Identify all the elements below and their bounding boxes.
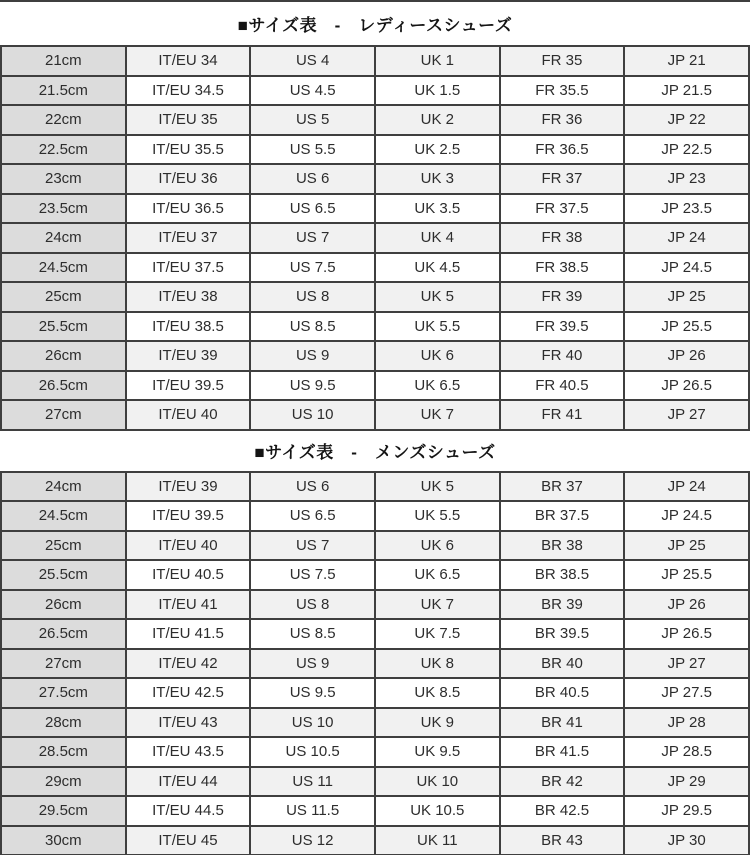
size-value-cell: UK 1 xyxy=(374,45,499,75)
size-cm-cell: 25.5cm xyxy=(0,311,125,341)
size-value-cell: US 8 xyxy=(249,281,374,311)
size-value-cell: UK 10.5 xyxy=(374,795,499,825)
table-row xyxy=(0,222,748,252)
size-value-cell: UK 5 xyxy=(374,471,499,501)
size-value-cell: IT/EU 43.5 xyxy=(125,736,250,766)
size-value-cell: JP 28.5 xyxy=(623,736,748,766)
size-value-cell: US 9.5 xyxy=(249,370,374,400)
size-cm-cell: 26cm xyxy=(0,589,125,619)
size-value-cell: BR 40.5 xyxy=(499,677,624,707)
table-row xyxy=(0,471,748,501)
mens-table-body xyxy=(0,471,748,855)
size-value-cell: UK 5 xyxy=(374,281,499,311)
size-value-cell: IT/EU 35 xyxy=(125,104,250,134)
table-row xyxy=(0,75,748,105)
size-value-cell: FR 36.5 xyxy=(499,134,624,164)
table-row xyxy=(0,193,748,223)
size-value-cell: IT/EU 38 xyxy=(125,281,250,311)
size-value-cell: UK 6 xyxy=(374,530,499,560)
table-row xyxy=(0,252,748,282)
size-value-cell: JP 24 xyxy=(623,471,748,501)
size-value-cell: US 7.5 xyxy=(249,252,374,282)
size-value-cell: BR 41.5 xyxy=(499,736,624,766)
ladies-table-body xyxy=(0,45,748,429)
size-value-cell: IT/EU 42 xyxy=(125,648,250,678)
size-value-cell: JP 27 xyxy=(623,399,748,429)
size-value-cell: IT/EU 34 xyxy=(125,45,250,75)
size-cm-cell: 26.5cm xyxy=(0,618,125,648)
size-value-cell: BR 42 xyxy=(499,766,624,796)
size-value-cell: JP 30 xyxy=(623,825,748,855)
mens-size-table xyxy=(0,471,750,855)
ladies-size-section xyxy=(0,2,750,431)
size-cm-cell: 24cm xyxy=(0,222,125,252)
mens-table-title: ■サイズ表 - メンズシューズ xyxy=(254,443,496,462)
size-value-cell: IT/EU 37 xyxy=(125,222,250,252)
size-value-cell: US 6 xyxy=(249,163,374,193)
size-value-cell: US 4.5 xyxy=(249,75,374,105)
size-cm-cell: 25cm xyxy=(0,281,125,311)
size-value-cell: US 7.5 xyxy=(249,559,374,589)
size-value-cell: IT/EU 36 xyxy=(125,163,250,193)
size-value-cell: UK 2 xyxy=(374,104,499,134)
table-row xyxy=(0,618,748,648)
size-cm-cell: 22.5cm xyxy=(0,134,125,164)
size-value-cell: UK 11 xyxy=(374,825,499,855)
size-cm-cell: 22cm xyxy=(0,104,125,134)
table-row xyxy=(0,707,748,737)
size-cm-cell: 29.5cm xyxy=(0,795,125,825)
size-value-cell: UK 8.5 xyxy=(374,677,499,707)
size-cm-cell: 24.5cm xyxy=(0,252,125,282)
size-value-cell: JP 28 xyxy=(623,707,748,737)
size-value-cell: JP 29 xyxy=(623,766,748,796)
size-value-cell: IT/EU 40.5 xyxy=(125,559,250,589)
size-value-cell: US 11.5 xyxy=(249,795,374,825)
size-value-cell: JP 24.5 xyxy=(623,252,748,282)
size-value-cell: FR 39 xyxy=(499,281,624,311)
size-value-cell: FR 39.5 xyxy=(499,311,624,341)
size-value-cell: US 5 xyxy=(249,104,374,134)
size-value-cell: JP 27 xyxy=(623,648,748,678)
table-row xyxy=(0,163,748,193)
size-value-cell: US 4 xyxy=(249,45,374,75)
size-value-cell: US 8.5 xyxy=(249,618,374,648)
size-value-cell: JP 26 xyxy=(623,340,748,370)
size-value-cell: US 7 xyxy=(249,222,374,252)
size-value-cell: IT/EU 35.5 xyxy=(125,134,250,164)
size-value-cell: US 9 xyxy=(249,648,374,678)
size-value-cell: FR 37.5 xyxy=(499,193,624,223)
size-value-cell: UK 6 xyxy=(374,340,499,370)
size-value-cell: BR 42.5 xyxy=(499,795,624,825)
size-value-cell: IT/EU 37.5 xyxy=(125,252,250,282)
size-value-cell: JP 23.5 xyxy=(623,193,748,223)
size-value-cell: JP 25.5 xyxy=(623,311,748,341)
table-row xyxy=(0,104,748,134)
size-cm-cell: 24.5cm xyxy=(0,500,125,530)
size-value-cell: JP 26 xyxy=(623,589,748,619)
ladies-table-title: ■サイズ表 - レディースシューズ xyxy=(237,16,513,35)
size-value-cell: IT/EU 44.5 xyxy=(125,795,250,825)
size-value-cell: IT/EU 41.5 xyxy=(125,618,250,648)
size-value-cell: FR 38.5 xyxy=(499,252,624,282)
size-value-cell: JP 24.5 xyxy=(623,500,748,530)
table-row xyxy=(0,766,748,796)
size-value-cell: UK 7 xyxy=(374,589,499,619)
size-value-cell: IT/EU 45 xyxy=(125,825,250,855)
size-value-cell: BR 39.5 xyxy=(499,618,624,648)
size-value-cell: FR 40 xyxy=(499,340,624,370)
size-value-cell: UK 4.5 xyxy=(374,252,499,282)
size-value-cell: JP 22 xyxy=(623,104,748,134)
size-value-cell: UK 9 xyxy=(374,707,499,737)
size-value-cell: IT/EU 39.5 xyxy=(125,500,250,530)
size-value-cell: IT/EU 34.5 xyxy=(125,75,250,105)
table-row xyxy=(0,736,748,766)
size-cm-cell: 30cm xyxy=(0,825,125,855)
size-value-cell: FR 37 xyxy=(499,163,624,193)
size-value-cell: JP 27.5 xyxy=(623,677,748,707)
size-value-cell: UK 7 xyxy=(374,399,499,429)
table-row xyxy=(0,340,748,370)
size-cm-cell: 21.5cm xyxy=(0,75,125,105)
size-value-cell: JP 25.5 xyxy=(623,559,748,589)
size-cm-cell: 26.5cm xyxy=(0,370,125,400)
table-row xyxy=(0,370,748,400)
ladies-size-table xyxy=(0,45,750,431)
size-cm-cell: 21cm xyxy=(0,45,125,75)
size-value-cell: IT/EU 39 xyxy=(125,471,250,501)
size-value-cell: IT/EU 39 xyxy=(125,340,250,370)
size-value-cell: US 6 xyxy=(249,471,374,501)
size-value-cell: US 5.5 xyxy=(249,134,374,164)
size-value-cell: JP 25 xyxy=(623,530,748,560)
size-value-cell: IT/EU 42.5 xyxy=(125,677,250,707)
size-cm-cell: 25.5cm xyxy=(0,559,125,589)
size-value-cell: UK 6.5 xyxy=(374,559,499,589)
size-value-cell: UK 5.5 xyxy=(374,311,499,341)
size-value-cell: UK 8 xyxy=(374,648,499,678)
table-row xyxy=(0,399,748,429)
size-cm-cell: 28cm xyxy=(0,707,125,737)
size-value-cell: JP 22.5 xyxy=(623,134,748,164)
size-value-cell: FR 41 xyxy=(499,399,624,429)
size-value-cell: FR 40.5 xyxy=(499,370,624,400)
size-value-cell: FR 38 xyxy=(499,222,624,252)
table-row xyxy=(0,134,748,164)
size-value-cell: UK 7.5 xyxy=(374,618,499,648)
size-cm-cell: 25cm xyxy=(0,530,125,560)
size-value-cell: US 9 xyxy=(249,340,374,370)
size-value-cell: FR 35.5 xyxy=(499,75,624,105)
size-value-cell: IT/EU 40 xyxy=(125,530,250,560)
size-value-cell: IT/EU 36.5 xyxy=(125,193,250,223)
size-value-cell: IT/EU 41 xyxy=(125,589,250,619)
table-row xyxy=(0,795,748,825)
size-cm-cell: 27cm xyxy=(0,648,125,678)
size-value-cell: JP 25 xyxy=(623,281,748,311)
size-cm-cell: 24cm xyxy=(0,471,125,501)
size-value-cell: UK 2.5 xyxy=(374,134,499,164)
size-value-cell: BR 40 xyxy=(499,648,624,678)
size-cm-cell: 29cm xyxy=(0,766,125,796)
size-value-cell: UK 9.5 xyxy=(374,736,499,766)
size-cm-cell: 27.5cm xyxy=(0,677,125,707)
size-value-cell: IT/EU 38.5 xyxy=(125,311,250,341)
size-value-cell: IT/EU 44 xyxy=(125,766,250,796)
size-cm-cell: 26cm xyxy=(0,340,125,370)
table-row xyxy=(0,825,748,855)
table-row xyxy=(0,500,748,530)
size-value-cell: JP 23 xyxy=(623,163,748,193)
table-row xyxy=(0,559,748,589)
size-value-cell: US 9.5 xyxy=(249,677,374,707)
size-cm-cell: 23cm xyxy=(0,163,125,193)
size-value-cell: JP 24 xyxy=(623,222,748,252)
table-row xyxy=(0,589,748,619)
size-value-cell: BR 41 xyxy=(499,707,624,737)
size-value-cell: US 12 xyxy=(249,825,374,855)
size-value-cell: BR 43 xyxy=(499,825,624,855)
size-value-cell: US 8.5 xyxy=(249,311,374,341)
size-value-cell: JP 21 xyxy=(623,45,748,75)
size-value-cell: US 10.5 xyxy=(249,736,374,766)
size-value-cell: JP 29.5 xyxy=(623,795,748,825)
mens-size-section xyxy=(0,431,750,855)
size-value-cell: UK 3 xyxy=(374,163,499,193)
size-value-cell: US 6.5 xyxy=(249,193,374,223)
table-row xyxy=(0,281,748,311)
size-value-cell: BR 37.5 xyxy=(499,500,624,530)
size-value-cell: JP 26.5 xyxy=(623,618,748,648)
size-value-cell: UK 10 xyxy=(374,766,499,796)
size-value-cell: FR 36 xyxy=(499,104,624,134)
size-cm-cell: 23.5cm xyxy=(0,193,125,223)
size-value-cell: US 11 xyxy=(249,766,374,796)
size-value-cell: UK 1.5 xyxy=(374,75,499,105)
size-value-cell: UK 5.5 xyxy=(374,500,499,530)
size-value-cell: US 10 xyxy=(249,707,374,737)
size-value-cell: BR 38.5 xyxy=(499,559,624,589)
size-value-cell: US 8 xyxy=(249,589,374,619)
size-cm-cell: 28.5cm xyxy=(0,736,125,766)
table-row xyxy=(0,530,748,560)
table-row xyxy=(0,311,748,341)
size-value-cell: BR 39 xyxy=(499,589,624,619)
size-value-cell: UK 6.5 xyxy=(374,370,499,400)
table-row xyxy=(0,45,748,75)
size-value-cell: IT/EU 40 xyxy=(125,399,250,429)
table-row xyxy=(0,648,748,678)
size-value-cell: FR 35 xyxy=(499,45,624,75)
size-value-cell: BR 37 xyxy=(499,471,624,501)
size-value-cell: UK 3.5 xyxy=(374,193,499,223)
size-value-cell: UK 4 xyxy=(374,222,499,252)
size-value-cell: US 10 xyxy=(249,399,374,429)
size-value-cell: US 7 xyxy=(249,530,374,560)
size-value-cell: JP 26.5 xyxy=(623,370,748,400)
size-value-cell: IT/EU 43 xyxy=(125,707,250,737)
table-row xyxy=(0,677,748,707)
size-value-cell: IT/EU 39.5 xyxy=(125,370,250,400)
size-cm-cell: 27cm xyxy=(0,399,125,429)
size-value-cell: US 6.5 xyxy=(249,500,374,530)
size-value-cell: JP 21.5 xyxy=(623,75,748,105)
size-value-cell: BR 38 xyxy=(499,530,624,560)
